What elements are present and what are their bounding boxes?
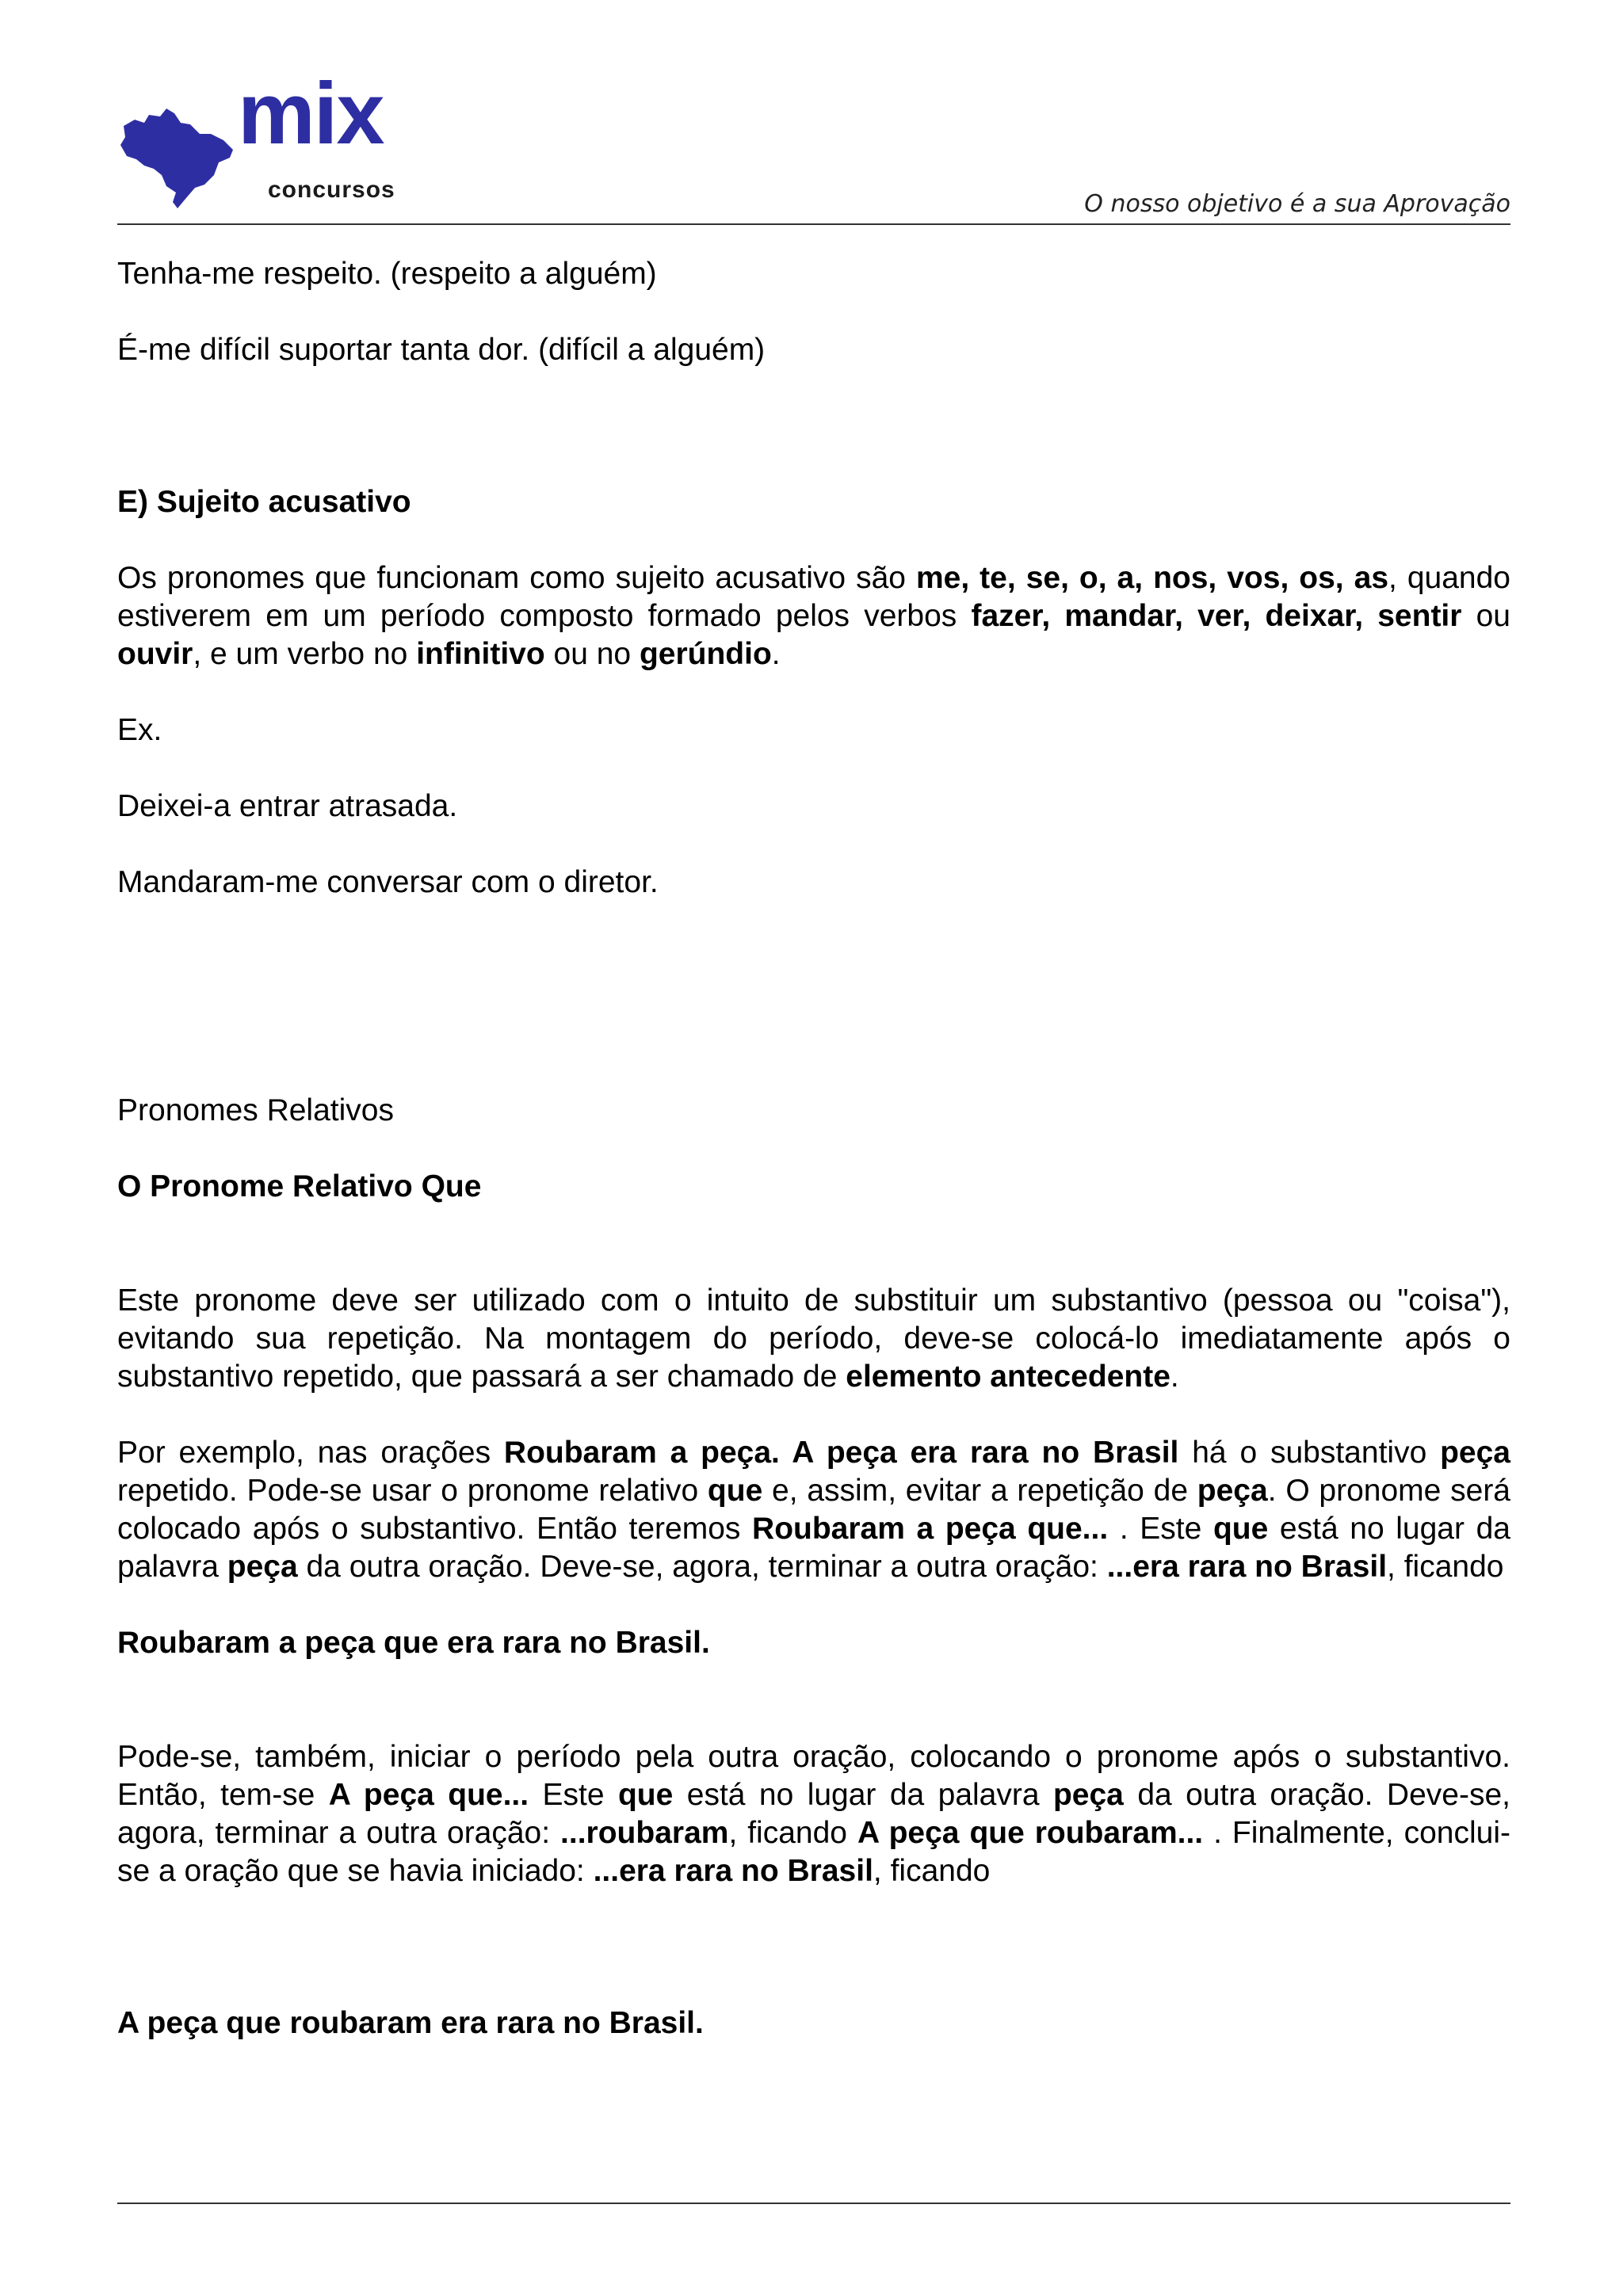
example-line: Deixei-a entrar atrasada. <box>117 789 458 823</box>
example-label: Ex. <box>117 713 162 747</box>
example-line: Mandaram-me conversar com o diretor. <box>117 865 659 899</box>
mix-concursos-logo <box>117 65 418 218</box>
logo-subtitle: concursos <box>268 177 395 203</box>
paragraph: Por exemplo, nas orações Roubaram a peça. A peça era rara no Brasil há o substantivo peça repetido. Pode-se usar o pronome relativo que e, assim, evitar a repetição de peça. O pronome será colocado após o substantivo. Então teremos Roubaram a peça que... . Este que está no lugar da palavra peça da outra oração. Deve-se, agora, terminar a outra oração: ...era rara no Brasil, ficando <box>117 1436 1511 1584</box>
footer-divider <box>117 2203 1510 2204</box>
header-tagline: O nosso objetivo é a sua Aprovação <box>1084 190 1510 218</box>
paragraph: Pode-se, também, iniciar o período pela outra oração, colocando o pronome após o substantivo. Então, tem-se A peça que... Este que está no lugar da palavra peça da outra oração. Deve-se, agora, terminar a outra oração: ...roubaram, ficando A peça que roubaram... . Finalmente, conclui-se a oração que se havia iniciado: ...era rara no Brasil, ficando <box>117 1740 1510 1888</box>
document-body <box>117 255 1510 2042</box>
paragraph: Os pronomes que funcionam como sujeito acusativo são me, te, se, o, a, nos, vos, os, as, quando estiverem em um período composto formado pelos verbos fazer, mandar, ver, deixar, sentir ou ouvir, e um verbo no infinitivo ou no gerúndio. <box>117 561 1510 671</box>
section-title: Pronomes Relativos <box>117 1093 394 1127</box>
header-divider <box>117 223 1510 225</box>
example-line: Tenha-me respeito. (respeito a alguém) <box>117 257 657 291</box>
example-line: É-me difícil suportar tanta dor. (difícil a alguém) <box>117 333 766 367</box>
paragraph: Este pronome deve ser utilizado com o intuito de substituir um substantivo (pessoa ou "coisa"), evitando sua repetição. Na montagem do período, deve-se colocá-lo imediatamente após o substantivo repetido, que passará a ser chamado de elemento antecedente. <box>117 1283 1510 1394</box>
result-sentence: Roubaram a peça que era rara no Brasil. <box>117 1626 710 1660</box>
logo-wordmark: mix <box>238 65 384 162</box>
result-sentence: A peça que roubaram era rara no Brasil. <box>117 2006 704 2040</box>
section-heading: E) Sujeito acusativo <box>117 485 411 519</box>
section-heading: O Pronome Relativo Que <box>117 1169 482 1203</box>
brazil-map-icon <box>117 99 244 218</box>
